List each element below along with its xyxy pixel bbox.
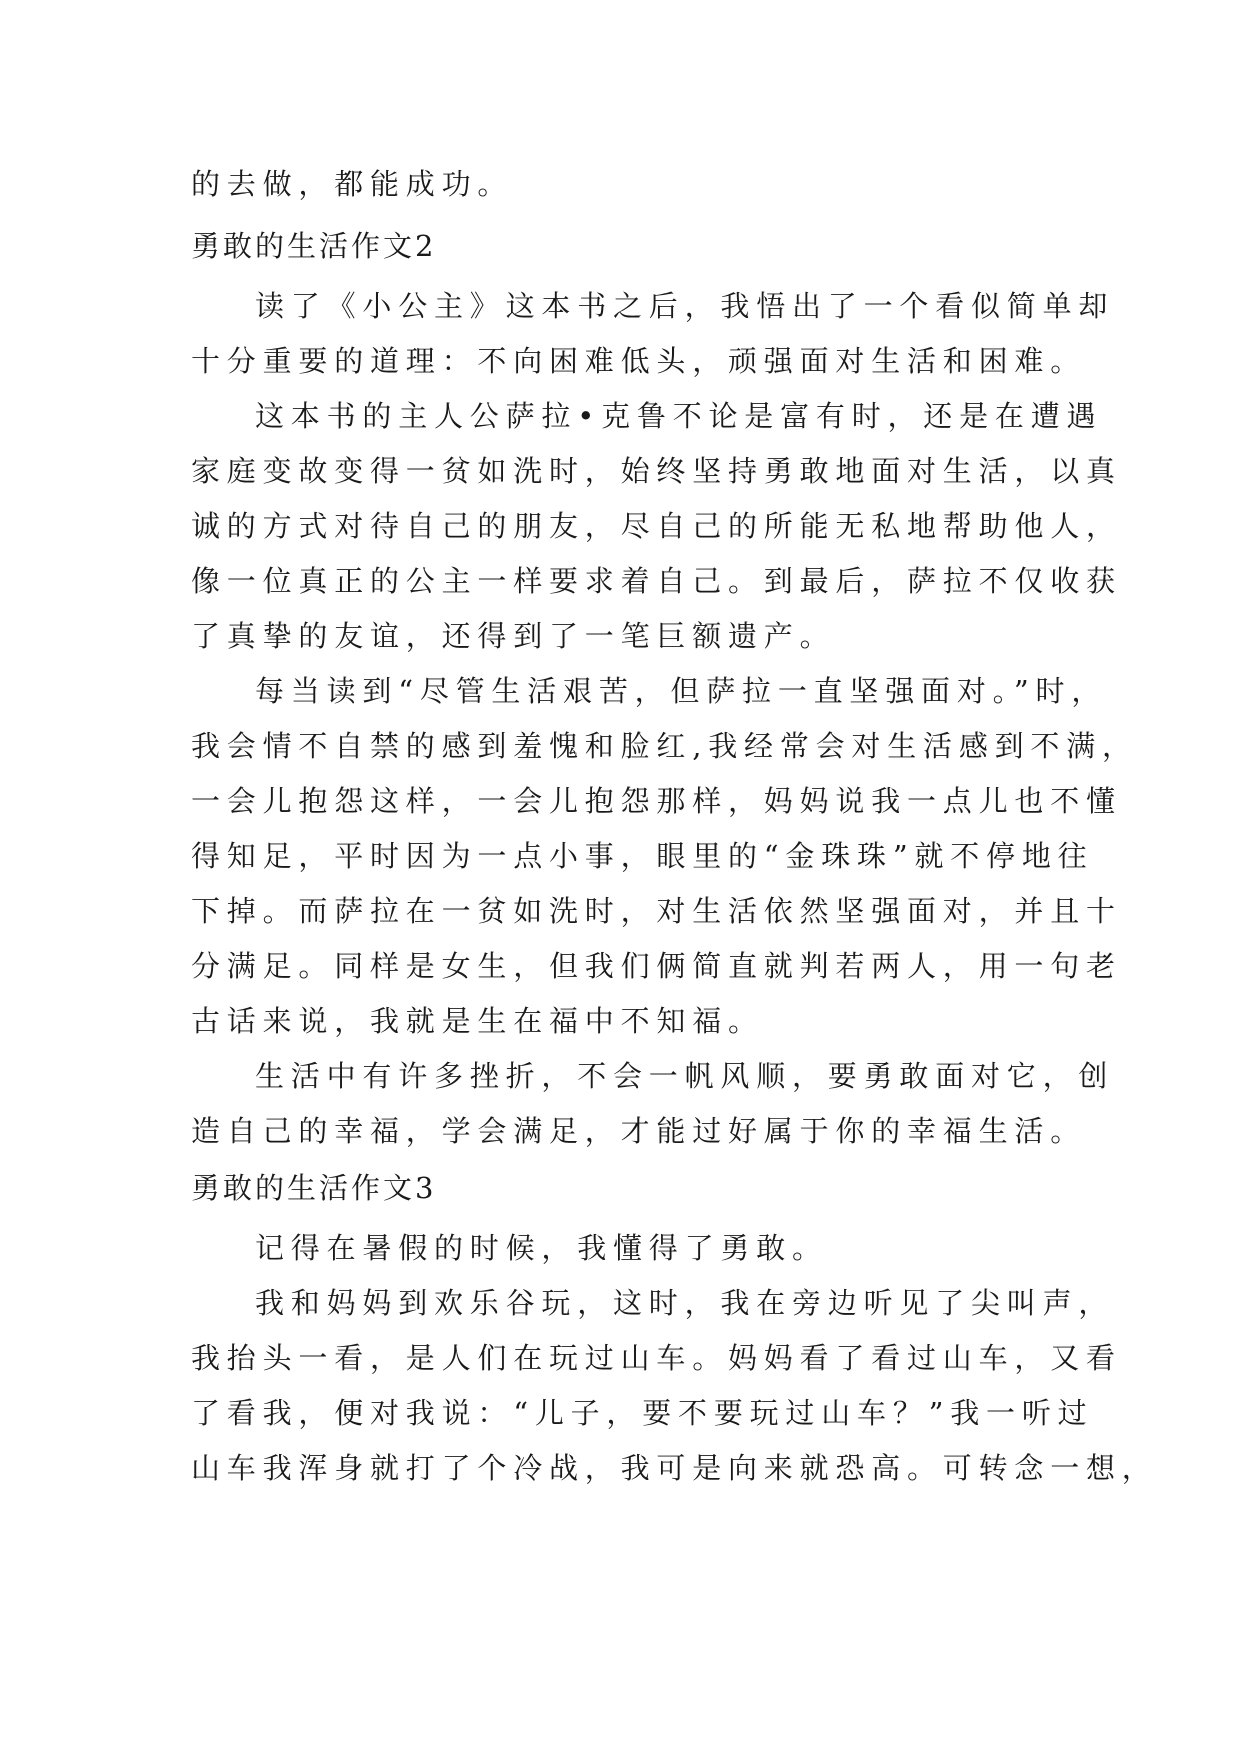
text-line: 每当读到“尽管生活艰苦，但萨拉一直坚强面对。”时， (255, 674, 1108, 708)
text-line: 分满足。同样是女生，但我们俩简直就判若两人，用一句老 (191, 949, 1122, 983)
section-heading: 勇敢的生活作文2 (191, 229, 437, 263)
text-line: 得知足，平时因为一点小事，眼里的“金珠珠”就不停地往 (191, 839, 1094, 873)
text-line: 下掉。而萨拉在一贫如洗时，对生活依然坚强面对，并且十 (191, 894, 1122, 928)
text-line: 了真挚的友谊，还得到了一笔巨额遗产。 (191, 619, 836, 653)
text-line: 诚的方式对待自己的朋友，尽自己的所能无私地帮助他人， (191, 509, 1122, 543)
text-line: 山车我浑身就打了个冷战，我可是向来就恐高。可转念一想， (191, 1451, 1158, 1485)
text-line: 读了《小公主》这本书之后，我悟出了一个看似简单却 (255, 289, 1115, 323)
text-line: 这本书的主人公萨拉•克鲁不论是富有时，还是在遭遇 (255, 399, 1103, 433)
text-line: 一会儿抱怨这样，一会儿抱怨那样，妈妈说我一点儿也不懂 (191, 784, 1122, 818)
text-line: 我抬头一看，是人们在玩过山车。妈妈看了看过山车，又看 (191, 1341, 1122, 1375)
text-line: 记得在暑假的时候，我懂得了勇敢。 (255, 1231, 828, 1265)
text-line: 的去做，都能成功。 (191, 167, 514, 201)
text-line: 生活中有许多挫折，不会一帆风顺，要勇敢面对它，创 (255, 1059, 1115, 1093)
text-line: 造自己的幸福，学会满足，才能过好属于你的幸福生活。 (191, 1114, 1087, 1148)
text-line: 了看我，便对我说：“儿子，要不要玩过山车？”我一听过 (191, 1396, 1094, 1430)
text-line: 像一位真正的公主一样要求着自己。到最后，萨拉不仅收获 (191, 564, 1122, 598)
text-line: 古话来说，我就是生在福中不知福。 (191, 1004, 764, 1038)
text-line: 家庭变故变得一贫如洗时，始终坚持勇敢地面对生活，以真 (191, 454, 1122, 488)
section-heading: 勇敢的生活作文3 (191, 1171, 437, 1205)
text-line: 十分重要的道理：不向困难低头，顽强面对生活和困难。 (191, 344, 1087, 378)
text-line: 我会情不自禁的感到羞愧和脸红,我经常会对生活感到不满， (191, 729, 1138, 763)
text-line: 我和妈妈到欢乐谷玩，这时，我在旁边听见了尖叫声， (255, 1286, 1115, 1320)
